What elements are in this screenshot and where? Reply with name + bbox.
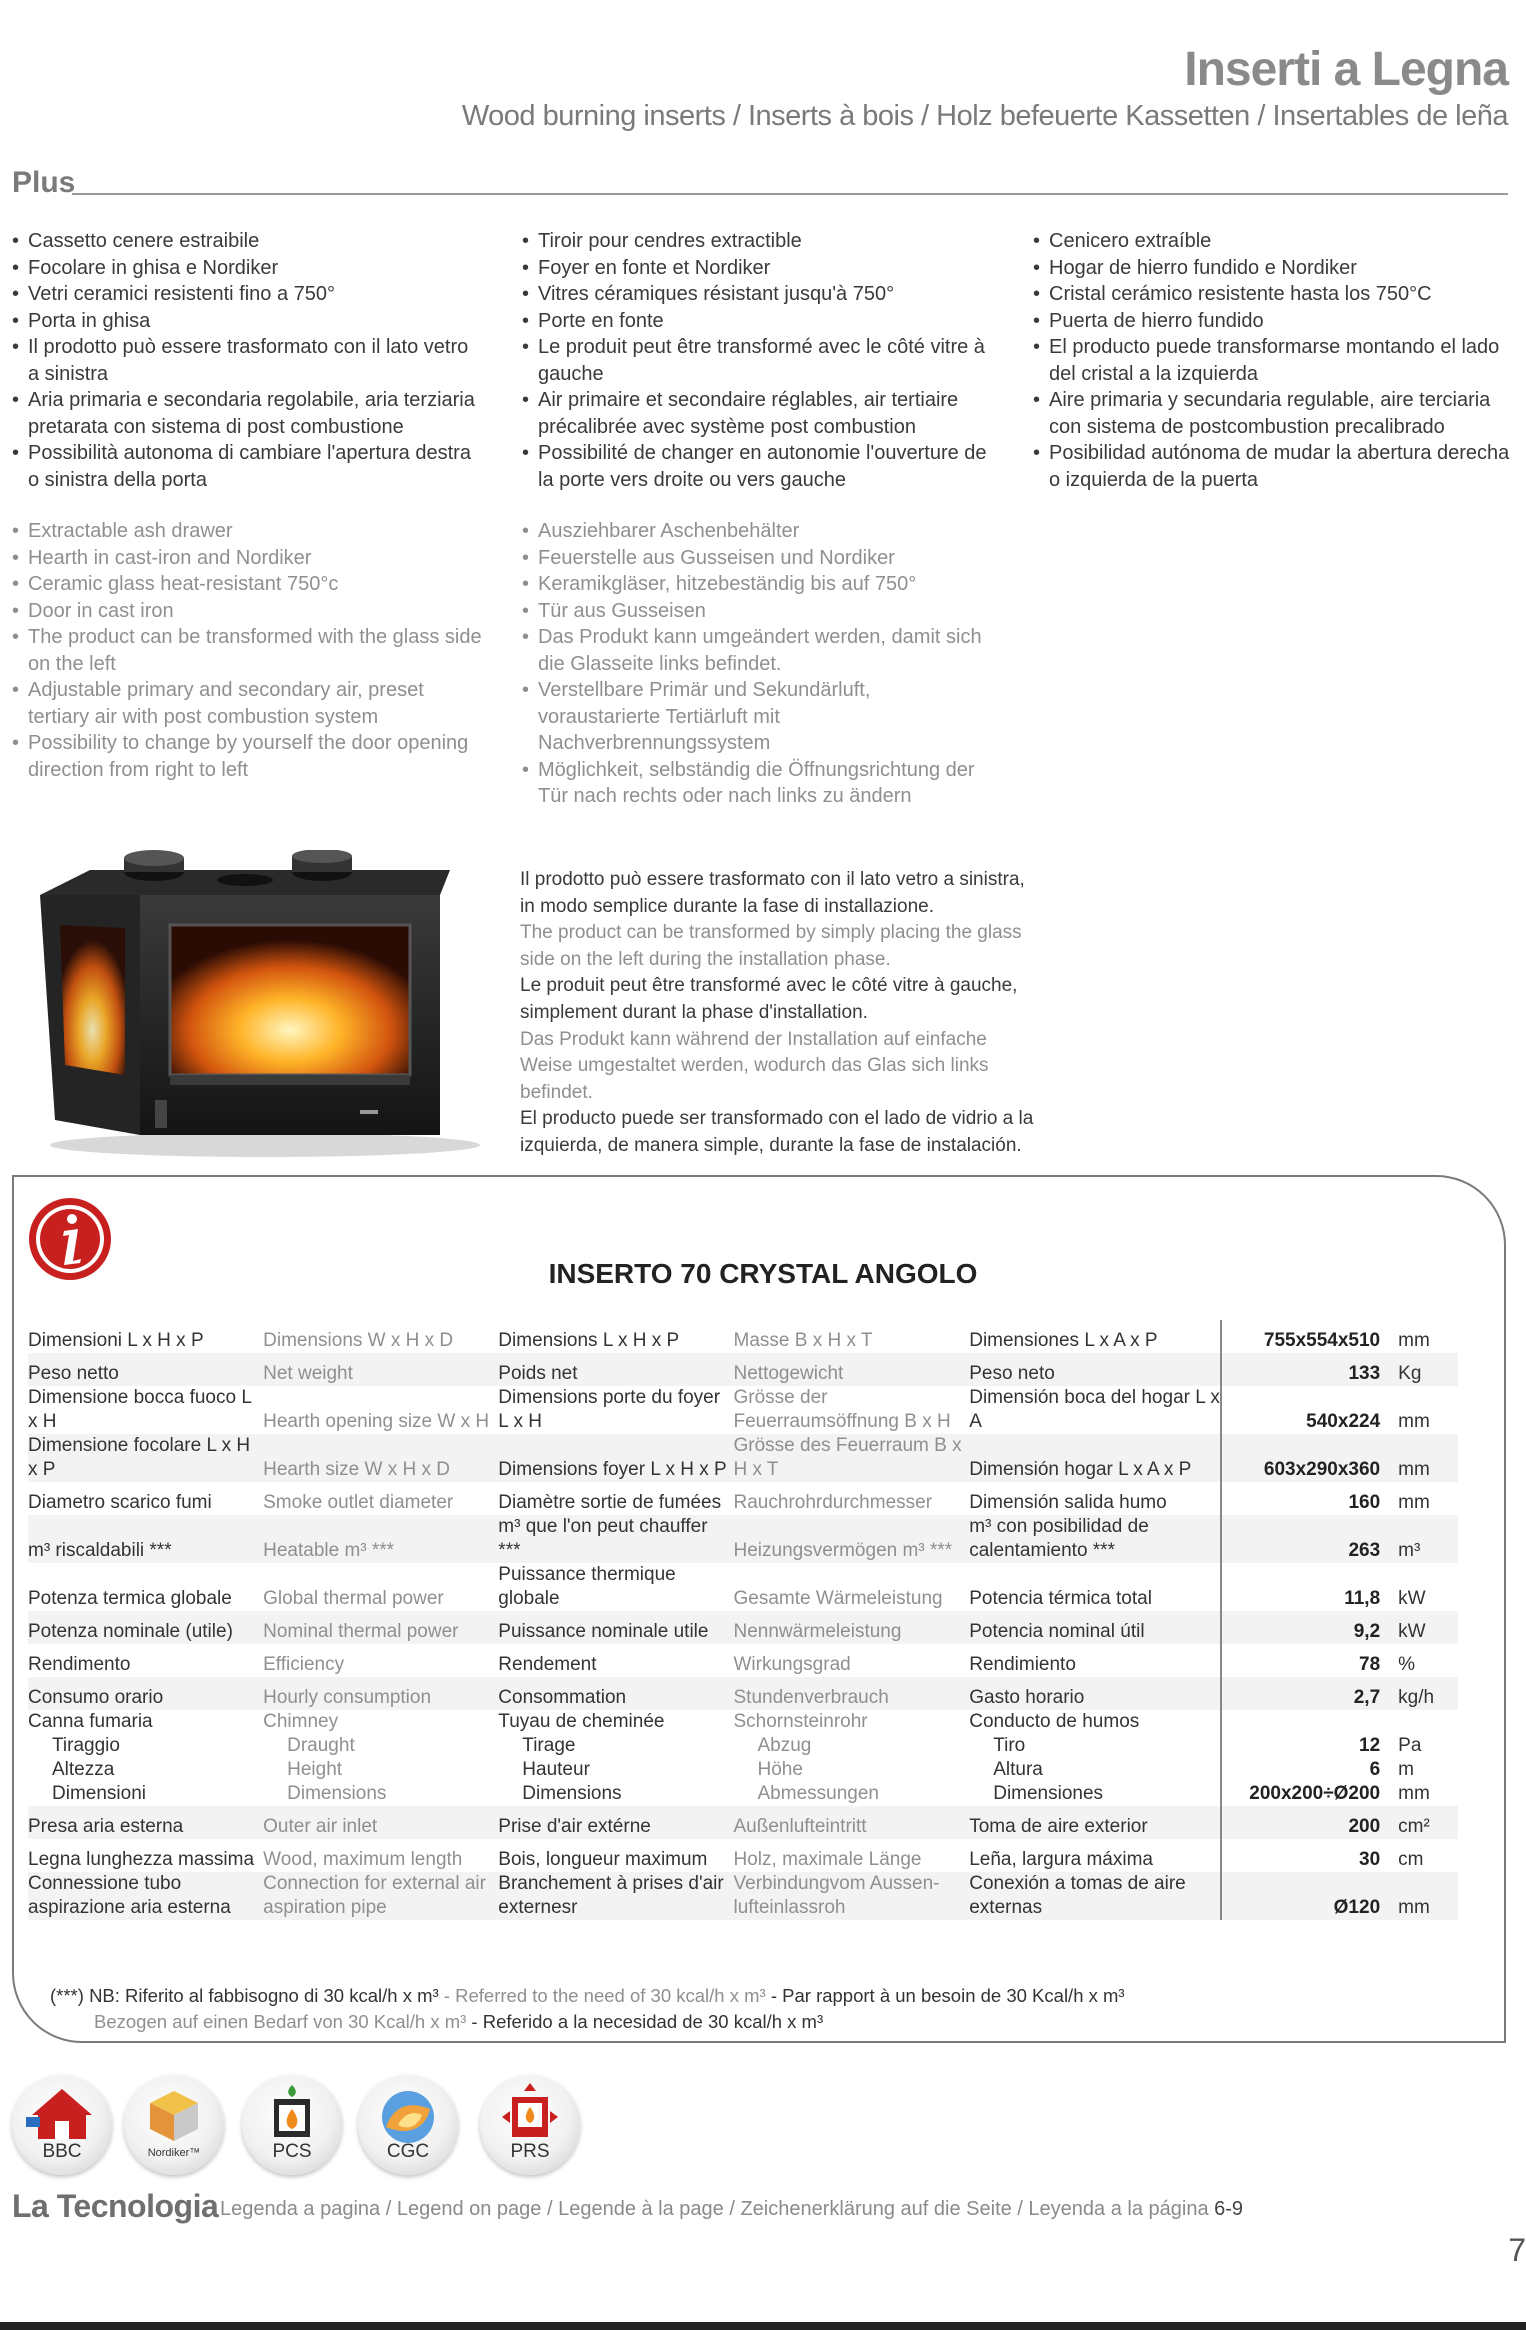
spec-label-fr: Bois, longueur maximum: [498, 1849, 708, 1870]
spec-label-de: Masse B x H x T: [733, 1330, 873, 1351]
spec-row: [28, 1806, 1458, 1839]
chimney-sub-label: Abmessungen: [757, 1783, 879, 1804]
spec-label-fr: [498, 1710, 733, 1806]
spec-label-es: Rendimiento: [969, 1644, 1221, 1677]
spec-unit: cm²: [1394, 1806, 1458, 1839]
spec-label-de: Wirkungsgrad: [733, 1654, 851, 1675]
description-es: El producto puede ser transformado con el lado de vidrio a la izquierda, de manera simple, durante la fase de instalación.: [520, 1108, 1034, 1156]
spec-label-it: Connessione tubo aspirazione aria esterna: [28, 1872, 263, 1920]
spec-label-fr: m³ que l'on peut chauffer ***: [498, 1515, 733, 1563]
pcs-badge: [242, 2075, 342, 2175]
feature-item: • Porte en fonte: [522, 308, 992, 335]
plus-divider: [72, 193, 1508, 195]
spec-value: 133: [1221, 1353, 1394, 1386]
spec-label-de: [734, 1710, 970, 1806]
spec-unit: mm: [1398, 1492, 1430, 1513]
spec-unit: cm: [1398, 1849, 1424, 1870]
spec-row: [28, 1434, 1458, 1482]
badge-label: BBC: [42, 2141, 82, 2162]
spec-value: 540x224: [1306, 1411, 1381, 1432]
spec-label-fr: Puissance nominale utile: [498, 1611, 733, 1644]
chimney-unit: m: [1398, 1759, 1414, 1780]
chimney-sub-label: Altezza: [52, 1759, 115, 1780]
spec-row: [28, 1563, 1458, 1611]
chimney-heading: Tuyau de cheminée: [498, 1711, 665, 1732]
spec-value: 263: [1221, 1515, 1394, 1563]
spec-label-en: [263, 1710, 498, 1806]
legend-reference: [220, 2198, 1243, 2221]
chimney-sub-label: Dimensioni: [52, 1783, 146, 1804]
features-en: [12, 518, 482, 783]
chimney-sub-label: Altura: [993, 1759, 1043, 1780]
spec-label-it: Peso netto: [28, 1353, 263, 1386]
transform-description: [520, 867, 1040, 1160]
spec-unit: kW: [1394, 1611, 1458, 1644]
spec-label-fr: Dimensions L x H x P: [498, 1330, 680, 1351]
badge-label: PRS: [510, 2141, 550, 2162]
spec-value: 78: [1359, 1654, 1381, 1675]
spec-label-en: Outer air inlet: [263, 1806, 498, 1839]
spec-label-en: Dimensions W x H x D: [263, 1330, 454, 1351]
spec-label-es: [969, 1710, 1221, 1806]
feature-item: • Aria primaria e secondaria regolabile, aria terziaria pretarata con sistema di post combustione: [12, 387, 482, 440]
spec-label-de: Heizungsvermögen m³ ***: [734, 1515, 970, 1563]
footnote-sep: -: [438, 1985, 456, 2006]
feature-item: • Cassetto cenere estraibile: [12, 228, 482, 255]
spec-label-it: Consumo orario: [28, 1677, 263, 1710]
spec-table: [28, 1320, 1458, 1920]
spec-label-en: Hearth opening size W x H: [263, 1411, 490, 1432]
feature-item: • Vitres céramiques résistant jusqu'à 750°: [522, 281, 992, 308]
spec-label-es: m³ con posibilidad de calentamiento ***: [969, 1515, 1221, 1563]
footnote-en: Referred to the need of 30 kcal/h x m³: [455, 1985, 766, 2006]
spec-label-en: Net weight: [263, 1353, 498, 1386]
badge-label: PCS: [272, 2141, 312, 2162]
chimney-value: 200x200÷Ø200: [1249, 1783, 1381, 1804]
page-number: 7: [1508, 2232, 1526, 2268]
legend-pages: 6-9: [1214, 2198, 1244, 2220]
spec-value: [1221, 1710, 1394, 1806]
feature-item: • Feuerstelle aus Gusseisen und Nordiker: [522, 545, 992, 572]
spec-label-es: Conexión a tomas de aire externas: [969, 1872, 1221, 1920]
spec-label-en: Hourly consumption: [263, 1677, 498, 1710]
chimney-unit: Pa: [1398, 1735, 1422, 1756]
features-it: [12, 228, 482, 493]
feature-item: • Extractable ash drawer: [12, 518, 482, 545]
feature-item: • Cristal cerámico resistente hasta los 750°C: [1033, 281, 1513, 308]
product-name: INSERTO 70 CRYSTAL ANGOLO: [548, 1258, 978, 1289]
chimney-value: 12: [1359, 1735, 1381, 1756]
spec-label-fr: Puissance thermique globale: [498, 1564, 676, 1609]
feature-item: • Il prodotto può essere trasformato con il lato vetro a sinistra: [12, 334, 482, 387]
spec-label-fr: Dimensions porte du foyer L x H: [498, 1387, 721, 1432]
footnote: [50, 1983, 1450, 2035]
spec-label-it: Dimensione bocca fuoco L x H: [28, 1387, 252, 1432]
page-title: Inserti a Legna: [1184, 43, 1508, 96]
spec-label-de: Stundenverbrauch: [734, 1677, 970, 1710]
chimney-sub-label: Dimensiones: [993, 1783, 1104, 1804]
cgc-badge: [358, 2075, 458, 2175]
spec-unit: mm: [1398, 1411, 1430, 1432]
description-fr: Le produit peut être transformé avec le côté vitre à gauche, simplement durant la phase d'installation.: [520, 975, 1018, 1023]
spec-label-it: Dimensioni L x H x P: [28, 1330, 204, 1351]
chimney-sub-label: Draught: [287, 1735, 355, 1756]
chimney-unit: mm: [1398, 1783, 1430, 1804]
spec-value: 2,7: [1221, 1677, 1394, 1710]
spec-value: 9,2: [1221, 1611, 1394, 1644]
fireplace-insert-image: [30, 850, 480, 1160]
spec-row: [28, 1644, 1458, 1677]
feature-item: • Tür aus Gusseisen: [522, 598, 992, 625]
chimney-heading: Conducto de humos: [969, 1711, 1140, 1732]
spec-row: [28, 1515, 1458, 1563]
spec-unit: mm: [1394, 1434, 1458, 1482]
spec-unit: Kg: [1394, 1353, 1458, 1386]
spec-value: 160: [1348, 1492, 1381, 1513]
spec-label-es: Leña, largura máxima: [969, 1839, 1221, 1872]
chimney-sub-label: Tiro: [993, 1735, 1026, 1756]
footnote-it: NB: Riferito al fabbisogno di 30 kcal/h x m³: [89, 1985, 439, 2006]
footnote-fr: Par rapport à un besoin de 30 Kcal/h x m³: [782, 1985, 1125, 2006]
spec-label-es: Dimensión salida humo: [969, 1482, 1221, 1515]
footnote-sep: -: [466, 2011, 483, 2032]
spec-label-fr: Diamètre sortie de fumées: [498, 1492, 722, 1513]
spec-label-de: Holz, maximale Länge: [733, 1849, 922, 1870]
chimney-sub-label: Abzug: [757, 1735, 812, 1756]
feature-item: • Possibility to change by yourself the door opening direction from right to left: [12, 730, 482, 783]
spec-unit: %: [1398, 1654, 1416, 1675]
feature-item: • Adjustable primary and secondary air, preset tertiary air with post combustion system: [12, 677, 482, 730]
feature-item: • Hearth in cast-iron and Nordiker: [12, 545, 482, 572]
spec-value: 755x554x510: [1263, 1330, 1381, 1351]
chimney-sub-label: Höhe: [757, 1759, 803, 1780]
feature-item: • Possibilità autonoma di cambiare l'apertura destra o sinistra della porta: [12, 440, 482, 493]
footnote-de: Bezogen auf einen Bedarf von 30 Kcal/h x m³: [94, 2011, 467, 2032]
spec-unit: kW: [1398, 1588, 1426, 1609]
features-fr: [522, 228, 992, 493]
spec-unit: kg/h: [1394, 1677, 1458, 1710]
spec-label-en: Global thermal power: [263, 1588, 444, 1609]
badge-label: Nordiker™: [147, 2147, 201, 2159]
chimney-sub-label: Height: [287, 1759, 343, 1780]
spec-label-de: Außenlufteintritt: [734, 1806, 970, 1839]
technology-title: La Tecnologia: [12, 2188, 219, 2224]
spec-label-it: Potenza nominale (utile): [28, 1611, 263, 1644]
chimney-value: 6: [1369, 1759, 1381, 1780]
chimney-heading: Canna fumaria: [28, 1711, 153, 1732]
feature-item: • Verstellbare Primär und Sekundärluft, voraustarierte Tertiärluft mit Nachverbrennungssystem: [522, 677, 992, 757]
spec-label-it: Dimensione focolare L x H x P: [28, 1434, 263, 1482]
spec-label-fr: Dimensions foyer L x H x P: [498, 1434, 733, 1482]
feature-item: • The product can be transformed with the glass side on the left: [12, 624, 482, 677]
footnote-prefix: (***): [50, 1985, 84, 2006]
spec-label-it: Diametro scarico fumi: [28, 1492, 212, 1513]
spec-label-es: Potencia nominal útil: [969, 1611, 1221, 1644]
spec-row: [28, 1872, 1458, 1920]
bottom-border: [0, 2322, 1526, 2330]
spec-label-es: Potencia térmica total: [969, 1563, 1221, 1611]
feature-item: • Tiroir pour cendres extractible: [522, 228, 992, 255]
spec-label-fr: Prise d'air extérne: [498, 1806, 733, 1839]
feature-item: • Ceramic glass heat-resistant 750°c: [12, 571, 482, 598]
feature-item: • Cenicero extraíble: [1033, 228, 1513, 255]
spec-row: [28, 1482, 1458, 1515]
feature-item: • Ausziehbarer Aschenbehälter: [522, 518, 992, 545]
badge-label: CGC: [386, 2141, 430, 2162]
feature-item: • Puerta de hierro fundido: [1033, 308, 1513, 335]
spec-label-en: Heatable m³ ***: [263, 1515, 498, 1563]
spec-label-it: Potenza termica globale: [28, 1588, 232, 1609]
spec-label-de: Nennwärmeleistung: [734, 1611, 970, 1644]
footnote-es: Referido a la necesidad de 30 kcal/h x m³: [482, 2011, 824, 2032]
spec-row: [28, 1386, 1458, 1434]
spec-unit: [1394, 1710, 1458, 1806]
feature-item: • Possibilité de changer en autonomie l'ouverture de la porte vers droite ou vers gauche: [522, 440, 992, 493]
spec-unit: m³: [1394, 1515, 1458, 1563]
spec-label-fr: Poids net: [498, 1353, 733, 1386]
spec-label-de: Grösse der Feuerraumsöffnung B x H: [733, 1387, 951, 1432]
spec-label-fr: Branchement à prises d'air externesr: [498, 1872, 733, 1920]
description-en: The product can be transformed by simply placing the glass side on the left during the installation phase.: [520, 922, 1022, 970]
spec-label-es: Dimensión hogar L x A x P: [969, 1434, 1221, 1482]
spec-label-it: m³ riscaldabili ***: [28, 1515, 263, 1563]
spec-row: [28, 1353, 1458, 1386]
feature-item: • Posibilidad autónoma de mudar la abertura derecha o izquierda de la puerta: [1033, 440, 1513, 493]
feature-item: • Le produit peut être transformé avec le côté vitre à gauche: [522, 334, 992, 387]
description-it: Il prodotto può essere trasformato con il lato vetro a sinistra, in modo semplice durante la fase di installazione.: [520, 869, 1025, 917]
features-de: [522, 518, 992, 810]
features-es: [1033, 228, 1513, 493]
spec-label-fr: Rendement: [498, 1654, 597, 1675]
feature-item: • Porta in ghisa: [12, 308, 482, 335]
chimney-heading: Schornsteinrohr: [733, 1711, 868, 1732]
cube-icon: [124, 2075, 224, 2175]
description-de: Das Produkt kann während der Installation auf einfache Weise umgestaltet werden, wodurch das Glas sich links befindet.: [520, 1028, 989, 1103]
spec-label-en: Efficiency: [263, 1654, 345, 1675]
bbc-badge: [12, 2075, 112, 2175]
spec-row: [28, 1839, 1458, 1872]
spec-row-chimney: [28, 1710, 1458, 1806]
chimney-sub-label: Tirage: [522, 1735, 576, 1756]
footnote-sep: -: [765, 1985, 783, 2006]
feature-item: • Vetri ceramici resistenti fino a 750°: [12, 281, 482, 308]
feature-item: • Möglichkeit, selbständig die Öffnungsrichtung der Tür nach rechts oder nach links zu ändern: [522, 757, 992, 810]
chimney-sub-label: Dimensions: [287, 1783, 387, 1804]
spec-label-it: [28, 1710, 263, 1806]
chimney-sub-label: Dimensions: [522, 1783, 622, 1804]
spec-value: Ø120: [1221, 1872, 1394, 1920]
spec-value: 603x290x360: [1221, 1434, 1394, 1482]
spec-value: 11,8: [1344, 1588, 1381, 1609]
spec-row: [28, 1320, 1458, 1353]
spec-label-es: Toma de aire exterior: [969, 1806, 1221, 1839]
spec-label-en: Smoke outlet diameter: [263, 1492, 454, 1513]
chimney-heading: Chimney: [263, 1711, 339, 1732]
feature-item: • Aire primaria y secundaria regulable, aire terciaria con sistema de postcombustion precalibrado: [1033, 387, 1513, 440]
legend-label: Legenda a pagina / Legend on page / Legende à la page / Zeichenerklärung auf die Seite / Leyenda a la página: [220, 2198, 1215, 2220]
feature-item: • El producto puede transformarse montando el lado del cristal a la izquierda: [1033, 334, 1513, 387]
spec-label-fr: Consommation: [498, 1677, 733, 1710]
spec-label-de: Gesamte Wärmeleistung: [733, 1588, 943, 1609]
spec-label-en: Nominal thermal power: [263, 1611, 498, 1644]
feature-item: • Door in cast iron: [12, 598, 482, 625]
spec-unit: mm: [1394, 1872, 1458, 1920]
spec-label-es: Dimensiones L x A x P: [969, 1320, 1221, 1353]
spec-unit: mm: [1398, 1330, 1430, 1351]
spec-row: [28, 1611, 1458, 1644]
chimney-sub-label: Hauteur: [522, 1759, 590, 1780]
feature-item: • Keramikgläser, hitzebeständig bis auf 750°: [522, 571, 992, 598]
spec-label-it: Presa aria esterna: [28, 1806, 263, 1839]
spec-label-en: Wood, maximum length: [263, 1849, 463, 1870]
spec-label-de: Rauchrohrdurchmesser: [733, 1492, 933, 1513]
spec-label-es: Dimensión boca del hogar L x A: [969, 1387, 1220, 1432]
spec-label-de: Grösse des Feuerraum B x H x T: [734, 1434, 970, 1482]
feature-item: • Air primaire et secondaire réglables, air tertiaire précalibrée avec système post combustion: [522, 387, 992, 440]
spec-label-de: Nettogewicht: [734, 1353, 970, 1386]
spec-label-it: Rendimento: [28, 1654, 131, 1675]
plus-heading: Plus: [12, 166, 76, 199]
spec-value: 200: [1221, 1806, 1394, 1839]
feature-item: • Foyer en fonte et Nordiker: [522, 255, 992, 282]
feature-item: • Focolare in ghisa e Nordiker: [12, 255, 482, 282]
spec-label-de: Verbindungvom Aussen-lufteinlassroh: [734, 1872, 970, 1920]
nordiker-badge: [124, 2075, 224, 2175]
chimney-sub-label: Tiraggio: [52, 1735, 120, 1756]
spec-label-en: Connection for external air aspiration pipe: [263, 1872, 498, 1920]
page-subtitle: Wood burning inserts / Inserts à bois / Holz befeuerte Kassetten / Insertables de leña: [461, 100, 1508, 132]
spec-label-it: Legna lunghezza massima: [28, 1849, 255, 1870]
prs-badge: [480, 2075, 580, 2175]
spec-label-es: Gasto horario: [969, 1677, 1221, 1710]
feature-item: • Das Produkt kann umgeändert werden, damit sich die Glasseite links befindet.: [522, 624, 992, 677]
spec-label-es: Peso neto: [969, 1353, 1221, 1386]
feature-item: • Hogar de hierro fundido e Nordiker: [1033, 255, 1513, 282]
spec-row: [28, 1677, 1458, 1710]
spec-label-en: Hearth size W x H x D: [263, 1434, 498, 1482]
spec-value: 30: [1359, 1849, 1381, 1870]
